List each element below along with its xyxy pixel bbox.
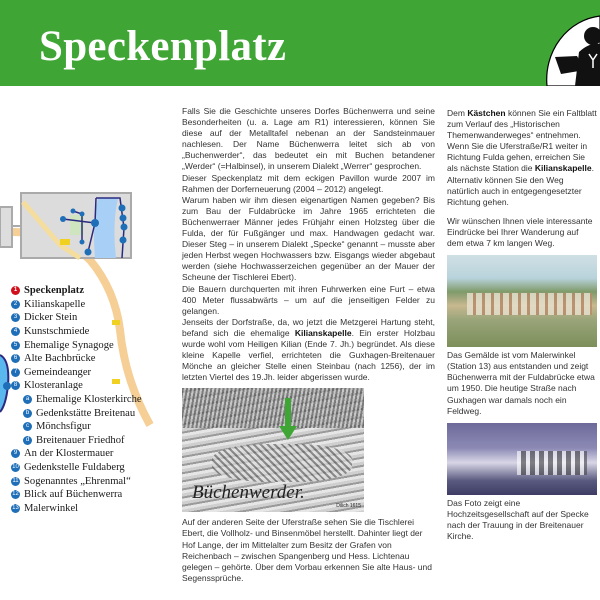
legend-item — [11, 311, 142, 325]
monk-logo-icon — [545, 12, 600, 86]
overview-box — [0, 207, 12, 247]
station-number-icon: 7 — [11, 368, 20, 377]
legend-item — [11, 379, 142, 393]
legend-label: Breitenauer Friedhof — [36, 434, 125, 446]
legend-item — [11, 366, 142, 380]
station-number-icon: b — [23, 409, 32, 418]
legend-label: Sogenanntes „Ehrenmal“ — [24, 475, 131, 487]
paragraph: Dieser Speckenplatz mit dem eckigen Pavillon wurde 2007 im Rahmen der Dorferneuerung (2004 – 2012) angelegt. — [182, 172, 435, 194]
station-number-icon: c — [23, 422, 32, 431]
legend-label: Gemeindeanger — [24, 366, 92, 378]
station-number-icon: a — [23, 395, 32, 404]
station-number-icon: 1 — [11, 286, 20, 295]
station-number-icon: 11 — [12, 477, 19, 484]
station-number-icon: 13 — [12, 504, 19, 511]
legend-label: An der Klostermauer — [24, 448, 114, 460]
photo-caption: Das Foto zeigt eine Hochzeitsgesellschaft auf der Specke nach der Trauung in der Breitenauer Kirche. — [447, 497, 589, 541]
legend-label: Gedenkstätte Breitenau — [36, 407, 136, 419]
legend-item — [11, 406, 142, 420]
legend-item — [11, 352, 142, 366]
legend-label: Mönchsfigur — [36, 421, 91, 433]
arrow-icon — [285, 398, 291, 428]
legend-label: Speckenplatz — [24, 285, 85, 297]
paragraph: Auf der anderen Seite der Uferstraße sehen Sie die Tischlerei Ebert, die Vollholz- und Binsenmöbel herstellt. Dahinter liegt der Hof Lange, der im Mittelalter zum Besitz der Grafen von Reichenbach – zwischen Spangenberg und Hess. Lichtenau gelegen – gehörte. Über dem Vorbau erkennen Sie alte Haus- und Segenssprüche. — [182, 517, 432, 583]
highlight-kilianskapelle: Kilianskapelle — [294, 327, 352, 338]
legend-item — [11, 420, 142, 434]
legend-item — [11, 447, 142, 461]
legend-label: Kilianskapelle — [24, 298, 86, 310]
legend-label: Ehemalige Synagoge — [24, 339, 114, 351]
legend-item — [11, 502, 142, 516]
wedding-photo — [447, 423, 597, 495]
legend-label: Dicker Stein — [24, 312, 78, 324]
header-banner — [0, 0, 600, 86]
engraving-caption: Büchenwerder. — [192, 482, 305, 504]
painting-caption: Das Gemälde ist vom Malerwinkel (Station 13) aus entstanden und zeigt Büchenwerra mit der Fuldabrücke etwa um 1950. Die heutige Straße nach Guxhagen war damals noch ein Feldweg. — [447, 350, 595, 416]
paragraph: Falls Sie die Geschichte unseres Dorfes Büchenwerra und seine Besonderheiten (u. a. Lage am R1) interessieren, können Sie diese auf der Metalltafel nebenan an der Sandsteinmauer nachlesen. Der Name Büchenwerra leitet sich ab von „Buchenwerder“, das bedeutet ein mit Buchen betandener „Werder“ (=Halbinsel), in unserem Dialekt „Werrer“ gesprochen. — [182, 106, 435, 172]
paragraph: Warum haben wir ihm diesen eigenartigen Namen gegeben? Bis zum Bau der Fuldabrücke im Jahre 1965 errichteten die Büchenwerraer Männer jedes Frühjahr einen Holzsteg über die Fulda, der für Fußgänger und max. Handwagen gedacht war. Dieser Steg – in unserem Dialekt „Specke“ genannt – musste aber jeden Herbst wegen Hochwassers bzw. Eisgangs wieder abgebaut werden (siehe Hochwasserzeichen gegenüber an der Mauer der Scheune der Tischlerei Ebert). — [182, 194, 435, 283]
station-number-icon: 2 — [11, 300, 20, 309]
painting-image — [447, 255, 597, 347]
station-number-icon: 8 — [11, 381, 20, 390]
legend-label: Gedenkstelle Fuldaberg — [24, 462, 125, 474]
legend-item — [11, 434, 142, 448]
paragraph: Dem Kästchen können Sie ein Faltblatt zum Verlauf des „Historischen Themenwanderweges“ entnehmen. Wenn Sie die Uferstraße/R1 weiter in Richtung Fulda gehen, erreichen Sie als nächste Station die Kilianskapelle. — [447, 108, 597, 174]
legend-label: Alte Bachbrücke — [24, 353, 96, 365]
station-number-icon: 12 — [12, 491, 19, 498]
engraving-credit: Dilich 1615 — [336, 503, 361, 510]
station-number-icon: 10 — [12, 464, 19, 471]
paragraph: Die Bauern durchquerten mit ihren Fuhrwerken eine Furt – etwa 400 Meter flussabwärts – um auf die jenseitigen Felder zu gelangen. — [182, 283, 435, 316]
text-column-1 — [182, 106, 435, 584]
legend-item — [11, 461, 142, 475]
paragraph: Alternativ können Sie den Weg natürlich auch in entgegengesetzter Richtung gehen. — [447, 174, 582, 207]
legend-label: Kunstschmiede — [24, 326, 90, 338]
legend-label: Blick auf Büchenwerra — [24, 489, 123, 501]
legend-item — [11, 393, 142, 407]
legend-label: Ehemalige Klosterkirche — [36, 394, 142, 406]
station-number-icon: 9 — [11, 449, 20, 458]
station-legend — [11, 284, 142, 515]
legend-item — [11, 338, 142, 352]
station-number-icon: 3 — [11, 313, 20, 322]
legend-item — [11, 284, 142, 298]
station-number-icon: 5 — [11, 341, 20, 350]
legend-item — [11, 325, 142, 339]
legend-item — [11, 474, 142, 488]
engraving-image — [182, 388, 364, 512]
paragraph: Wir wünschen Ihnen viele interessante Eindrücke bei Ihrer Wanderung auf dem etwa 7 km langen Weg. — [447, 215, 593, 249]
legend-item — [11, 488, 142, 502]
legend-item — [11, 298, 142, 312]
station-number-icon: 6 — [11, 354, 20, 363]
text-column-2 — [447, 108, 597, 542]
station-number-icon: 4 — [11, 327, 20, 336]
legend-label: Malerwinkel — [24, 502, 79, 514]
legend-label: Klosteranlage — [24, 380, 83, 392]
page-title: Speckenplatz — [39, 23, 287, 70]
paragraph: Jenseits der Dorfstraße, da, wo jetzt die Metzgerei Hartung steht, befand sich die ehemalige Kilianskapelle. Ein erster Holzbau wurde wohl vom Heiligen Kilian (Ende 7. Jh.) begründet. Als diese kleine Kapelle verfiel, errichteten die Guxhagen-Breitenauer Mönche an gleicher Stelle einen Steinbau (nach 1256), der im letzten Viertel des 19.Jh. leider abgerissen wurde. — [182, 316, 435, 383]
station-number-icon: d — [23, 436, 32, 445]
